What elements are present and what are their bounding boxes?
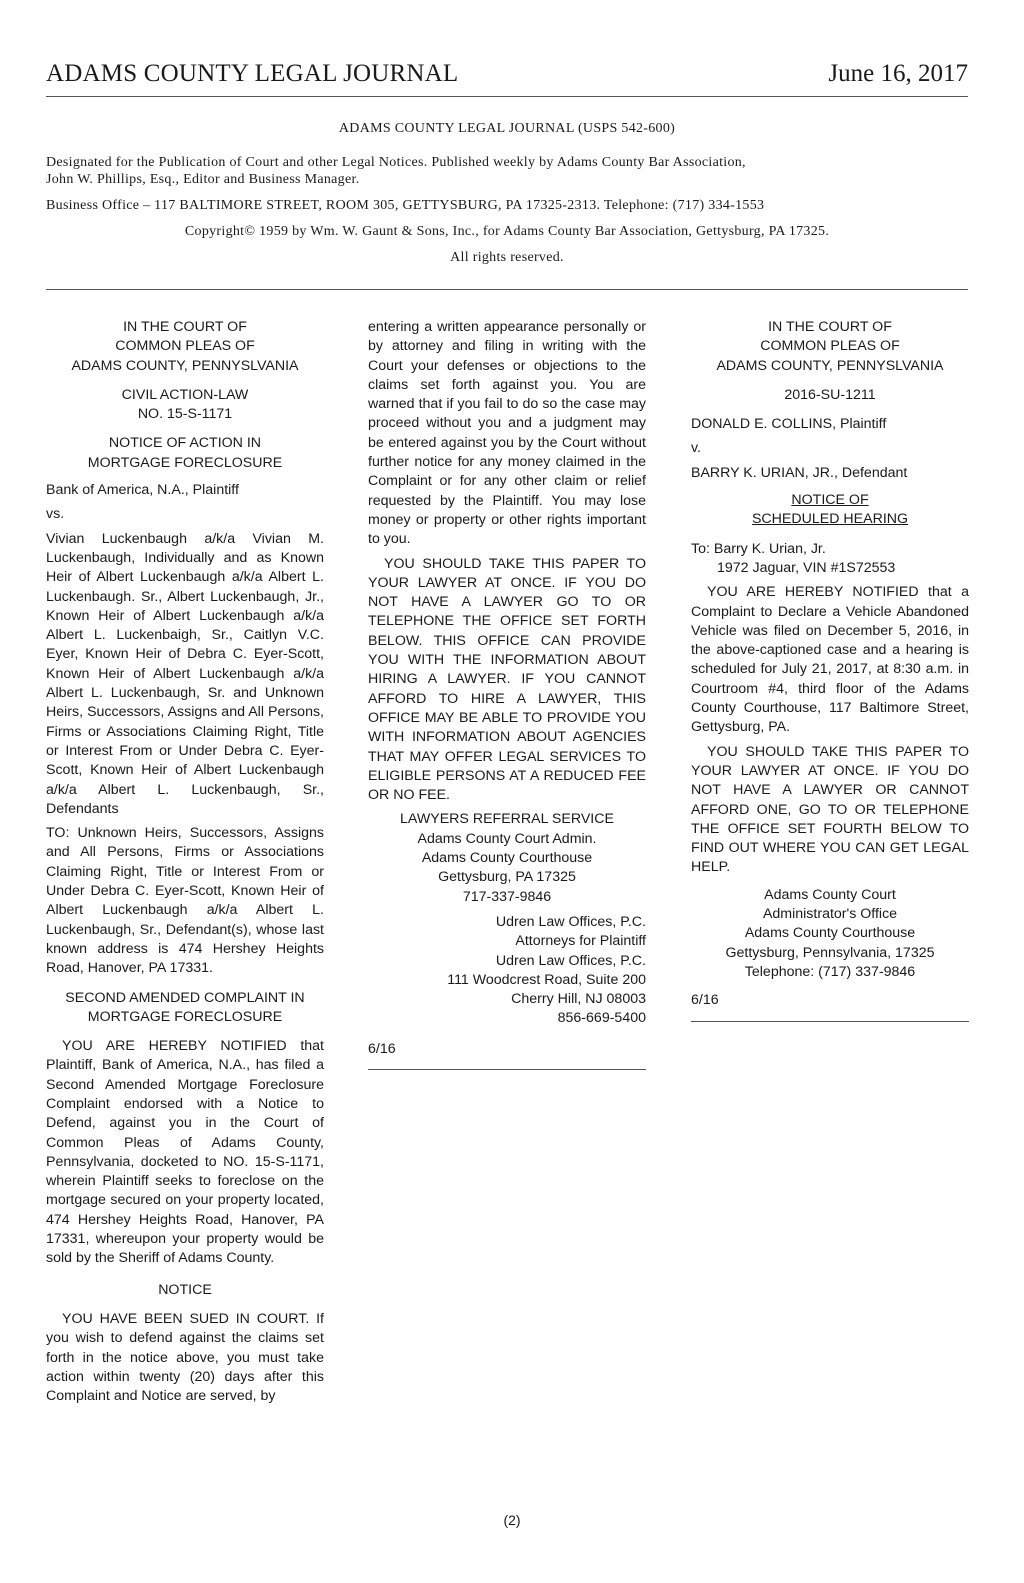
office-line-4: Gettysburg, Pennsylvania, 17325 [725,944,935,961]
case-number: 2016-SU-1211 [784,386,876,403]
versus: vs. [46,506,65,523]
sued-paragraph: YOU HAVE BEEN SUED IN COURT. If you wish to defend against the claims set forth in the notice above, you must take action within twenty (20) days after this Complaint and Notice are served, by [46,1310,324,1405]
notified-paragraph: YOU ARE HEREBY NOTIFIED that Plaintiff, Bank of America, N.A., has filed a Second Amended Mortgage Foreclosure Complaint endorsed with a Notice to Defend, against you in the Court of Common Pleas of Adams County, Pennsylvania, docketed to NO. 15-S-1171, wherein Plaintiff seeks to foreclose on the mortgage secured on your property located, 474 Hershey Heights Road, Hanover, PA 17331, whereupon your property would be sold by the Sheriff of Adams County. [46,1038,324,1267]
attorney-line-1: Udren Law Offices, P.C. [495,913,646,930]
referral-line-3: Adams County Courthouse [421,850,593,867]
court-line-2: COMMON PLEAS OF [115,338,255,355]
hearing-title-2: SCHEDULED HEARING [751,511,909,528]
to-line-2: 1972 Jaguar, VIN #1S72553 [717,559,896,576]
notice-title-2: MORTGAGE FORECLOSURE [87,454,283,471]
referral-line-1: LAWYERS REFERRAL SERVICE [400,811,614,828]
continuation-paragraph: entering a written appearance personally or by attorney and filing in writing with the Court your defenses or objections to the claims set forth against you. You are warned that if you fail to do so the case may proceed without you and a judgment may be entered against you by the Court without further notice for any money claimed in the Complaint or for any other claim or relief requested by the Plaintiff. You may lose money or property or other rights important to you. [368,319,646,548]
masthead-usps: ADAMS COUNTY LEGAL JOURNAL (USPS 542-600) [338,121,676,136]
lawyer-paragraph: YOU SHOULD TAKE THIS PAPER TO YOUR LAWYER AT ONCE. IF YOU DO NOT HAVE A LAWYER GO TO OR TELEPHONE THE OFFICE SET FORTH BELOW. THIS OFFICE CAN PROVIDE YOU WITH THE INFORMATION ABOUT HIRING A LAWYER. IF YOU CANNOT AFFORD TO HIRE A LAWYER, THIS OFFICE MAY BE ABLE TO PROVIDE YOU WITH INFORMATION ABOUT AGENCIES THAT MAY OFFER LEGAL SERVICES TO ELIGIBLE PERSONS AT A REDUCED FEE OR NO FEE. [368,555,646,804]
notice-end-rule [368,1069,646,1070]
docket-number: NO. 15-S-1171 [137,406,233,423]
attorney-line-2: Attorneys for Plaintiff [515,933,646,950]
masthead-editor: John W. Phillips, Esq., Editor and Business Manager. [46,172,360,187]
office-line-2: Administrator's Office [762,906,898,923]
versus2: v. [691,440,701,457]
publication-date-2: 6/16 [691,992,719,1009]
action-type: CIVIL ACTION-LAW [121,386,249,403]
office-phone: Telephone: (717) 337-9846 [744,963,916,980]
complaint-title-2: MORTGAGE FORECLOSURE [87,1008,283,1025]
referral-line-2: Adams County Court Admin. [417,830,597,847]
court-line-1: IN THE COURT OF [123,319,247,335]
to-paragraph: TO: Unknown Heirs, Successors, Assigns and All Persons, Firms or Associations Claiming Right, Title or Interest From or Under Debra C. Eyer-Scott, Known Heir of Albert Luckenbaugh a/k/a Albert L. Luckenbaugh, Sr., Defendant(s), whose last known address is 474 Hershey Heights Road, Hanover, PA 17331. [46,825,324,977]
hearing-title-1: NOTICE OF [791,492,869,509]
to-line-1: To: Barry K. Urian, Jr. [691,540,826,557]
column-1 [46,318,324,1411]
page-number: (2) [503,1512,521,1528]
masthead [46,120,968,266]
masthead-divider [46,289,968,290]
office-line-3: Adams County Courthouse [744,925,916,942]
court2-line-3: ADAMS COUNTY, PENNYSLVANIA [716,357,944,374]
masthead-designation: Designated for the Publication of Court and other Legal Notices. Published weekly by Adams County Bar Association, [46,155,746,170]
publication-date: 6/16 [368,1040,396,1057]
attorney-line-5: Cherry Hill, NJ 08003 [511,991,646,1008]
column-2 [368,318,646,1070]
notice-title-1: NOTICE OF ACTION IN [108,435,262,452]
court-line-3: ADAMS COUNTY, PENNYSLVANIA [71,357,299,374]
court2-line-2: COMMON PLEAS OF [760,338,900,355]
attorney-phone: 856-669-5400 [557,1010,646,1027]
running-header [46,60,968,97]
notified2-paragraph: YOU ARE HEREBY NOTIFIED that a Complaint to Declare a Vehicle Abandoned Vehicle was filed on December 5, 2016, in the above-captioned case and a hearing is scheduled for July 21, 2017, at 8:30 a.m. in Courtroom #4, third floor of the Adams County Courthouse, 117 Baltimore Street, Gettysburg, PA. [691,584,969,736]
notice2-end-rule [691,1021,969,1022]
journal-title: ADAMS COUNTY LEGAL JOURNAL [46,60,459,87]
referral-phone: 717-337-9846 [462,888,552,905]
notice-heading: NOTICE [158,1281,212,1298]
court2-line-1: IN THE COURT OF [768,319,892,335]
masthead-office: Business Office – 117 BALTIMORE STREET, ROOM 305, GETTYSBURG, PA 17325-2313. Telephone: (717) 334-1553 [46,198,765,213]
plaintiff2: DONALD E. COLLINS, Plaintiff [691,416,887,433]
defendant2: BARRY K. URIAN, JR., Defendant [691,464,908,481]
complaint-title-1: SECOND AMENDED COMPLAINT IN [65,989,305,1006]
masthead-copyright: Copyright© 1959 by Wm. W. Gaunt & Sons, Inc., for Adams County Bar Association, Gettysburg, PA 17325. [184,224,830,239]
plaintiff: Bank of America, N.A., Plaintiff [46,482,239,499]
masthead-rights: All rights reserved. [450,250,564,265]
attorney-line-4: 111 Woodcrest Road, Suite 200 [447,971,646,988]
office-line-1: Adams County Court [764,886,896,903]
attorney-line-3: Udren Law Offices, P.C. [495,952,646,969]
lawyer2-paragraph: YOU SHOULD TAKE THIS PAPER TO YOUR LAWYER AT ONCE. IF YOU DO NOT HAVE A LAWYER OR CANNOT AFFORD ONE, GO TO OR TELEPHONE THE OFFICE SET FOURTH BELOW TO FIND OUT WHERE YOU CAN GET LEGAL HELP. [691,743,969,876]
issue-date: June 16, 2017 [828,60,968,87]
defendants: Vivian Luckenbaugh a/k/a Vivian M. Luckenbaugh, Individually and as Known Heir of Albert Luckenbaugh a/k/a Albert L. Luckenbaugh. Sr., Albert Luckenbaugh, Jr., Known Heir of Albert Luckenbaugh a/k/a Albert L. Luckenbaigh, Sr., Caitlyn V.C. Eyer, Known Heir of Debra C. Eyer-Scott, Known Heir of Albert Luckenbaugh a/k/a Albert L. Luckenbaugh, Sr. and Unknown Heirs, Successors, Assigns and All Persons, Firms or Associations Claiming Right, Title or Interest From or Under Debra C. Eyer-Scott, Known Heir of Albert Luckenbaugh a/k/a Albert L. Luckenbaugh, Sr., Defendants [46,530,324,817]
referral-line-4: Gettysburg, PA 17325 [438,869,576,886]
column-3 [691,318,969,1022]
